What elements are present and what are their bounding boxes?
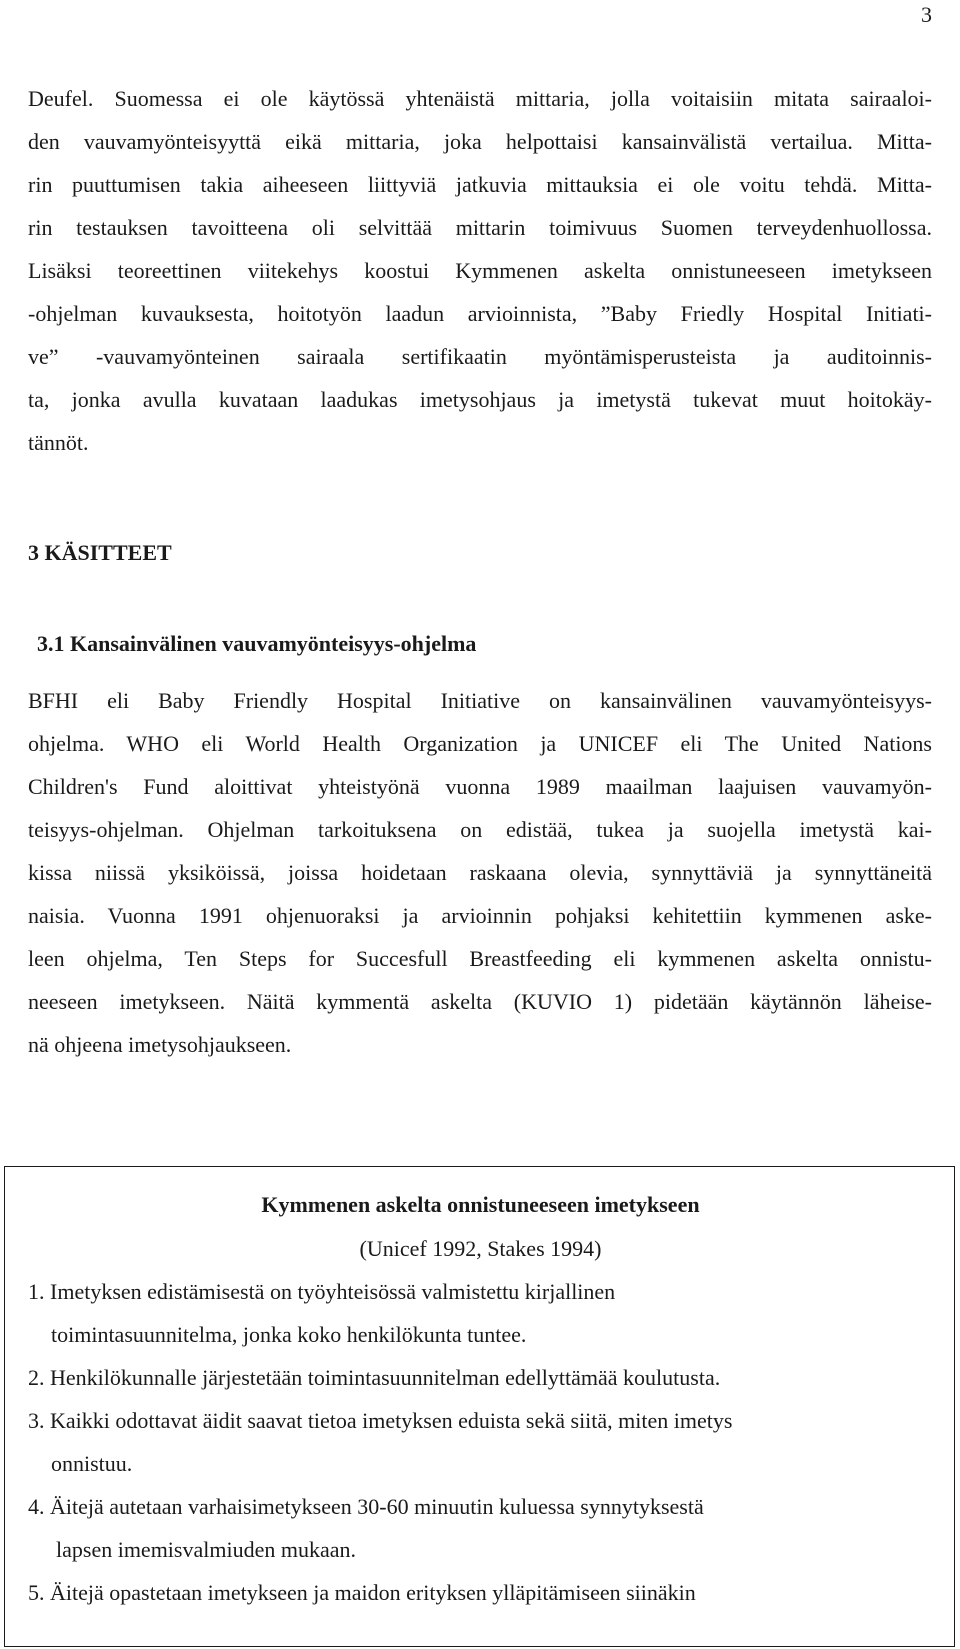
body-line: ohjelma. WHO eli World Health Organization ja UNICEF eli The United Nations: [28, 731, 932, 756]
body-line: Children's Fund aloittivat yhteistyönä vuonna 1989 maailman laajuisen vauvamyön-: [28, 774, 932, 799]
body-line: kissa niissä yksiköissä, joissa hoidetaan raskaana olevia, synnyttäviä ja synnyttäneitä: [28, 860, 932, 885]
body-line: neeseen imetykseen. Näitä kymmentä askelta (KUVIO 1) pidetään käytännön läheise-: [28, 989, 932, 1014]
step-line: 2. Henkilökunnalle järjestetään toimintasuunnitelman edellyttämää koulutusta.: [28, 1365, 721, 1390]
body-line: leen ohjelma, Ten Steps for Succesfull Breastfeeding eli kymmenen askelta onnistu-: [28, 946, 932, 971]
body-line: BFHI eli Baby Friendly Hospital Initiative on kansainvälinen vauvamyönteisyys-: [28, 688, 932, 713]
figure-box: [4, 1166, 955, 1647]
body-line: nä ohjeena imetysohjaukseen.: [28, 1032, 292, 1057]
intro-line: Lisäksi teoreettinen viitekehys koostui Kymmenen askelta onnistuneeseen imetykseen: [28, 258, 932, 283]
intro-line: -ohjelman kuvauksesta, hoitotyön laadun arvioinnista, ”Baby Friedly Hospital Initiati-: [28, 301, 932, 326]
figure-source: (Unicef 1992, Stakes 1994): [359, 1236, 602, 1261]
body-line: teisyys-ohjelman. Ohjelman tarkoituksena on edistää, tukea ja suojella imetystä kai-: [28, 817, 932, 842]
subsection-heading: 3.1 Kansainvälinen vauvamyönteisyys-ohjelma: [37, 631, 477, 656]
step-line: onnistuu.: [51, 1451, 133, 1476]
intro-line: den vauvamyönteisyyttä eikä mittaria, joka helpottaisi kansainvälistä vertailua. Mitta-: [28, 129, 932, 154]
intro-line: ve” -vauvamyönteinen sairaala sertifikaatin myöntämisperusteista ja auditoinnis-: [28, 344, 932, 369]
step-line: 4. Äitejä autetaan varhaisimetykseen 30-60 minuutin kuluessa synnytyksestä: [28, 1494, 704, 1519]
step-line: 3. Kaikki odottavat äidit saavat tietoa imetyksen eduista sekä siitä, miten imetys: [28, 1408, 733, 1433]
intro-line: rin testauksen tavoitteena oli selvittää mittarin toimivuus Suomen terveydenhuollossa.: [28, 215, 932, 240]
intro-line: Deufel. Suomessa ei ole käytössä yhtenäistä mittaria, jolla voitaisiin mitata sairaaloi-: [28, 86, 932, 111]
intro-line: tännöt.: [28, 430, 89, 455]
section-heading: 3 KÄSITTEET: [28, 540, 172, 565]
step-line: 1. Imetyksen edistämisestä on työyhteisössä valmistettu kirjallinen: [28, 1279, 616, 1304]
figure-title: Kymmenen askelta onnistuneeseen imetykseen: [261, 1192, 700, 1217]
step-line: lapsen imemisvalmiuden mukaan.: [56, 1537, 356, 1562]
step-line: toimintasuunnitelma, jonka koko henkilökunta tuntee.: [51, 1322, 527, 1347]
step-line: 5. Äitejä opastetaan imetykseen ja maidon erityksen ylläpitämiseen siinäkin: [28, 1580, 696, 1605]
intro-line: rin puuttumisen takia aiheeseen liittyviä jatkuvia mittauksia ei ole voitu tehdä. Mitta-: [28, 172, 932, 197]
page-number: 3: [921, 2, 932, 27]
body-line: naisia. Vuonna 1991 ohjenuoraksi ja arvioinnin pohjaksi kehitettiin kymmenen aske-: [28, 903, 932, 928]
intro-line: ta, jonka avulla kuvataan laadukas imetysohjaus ja imetystä tukevat muut hoitokäy-: [28, 387, 932, 412]
